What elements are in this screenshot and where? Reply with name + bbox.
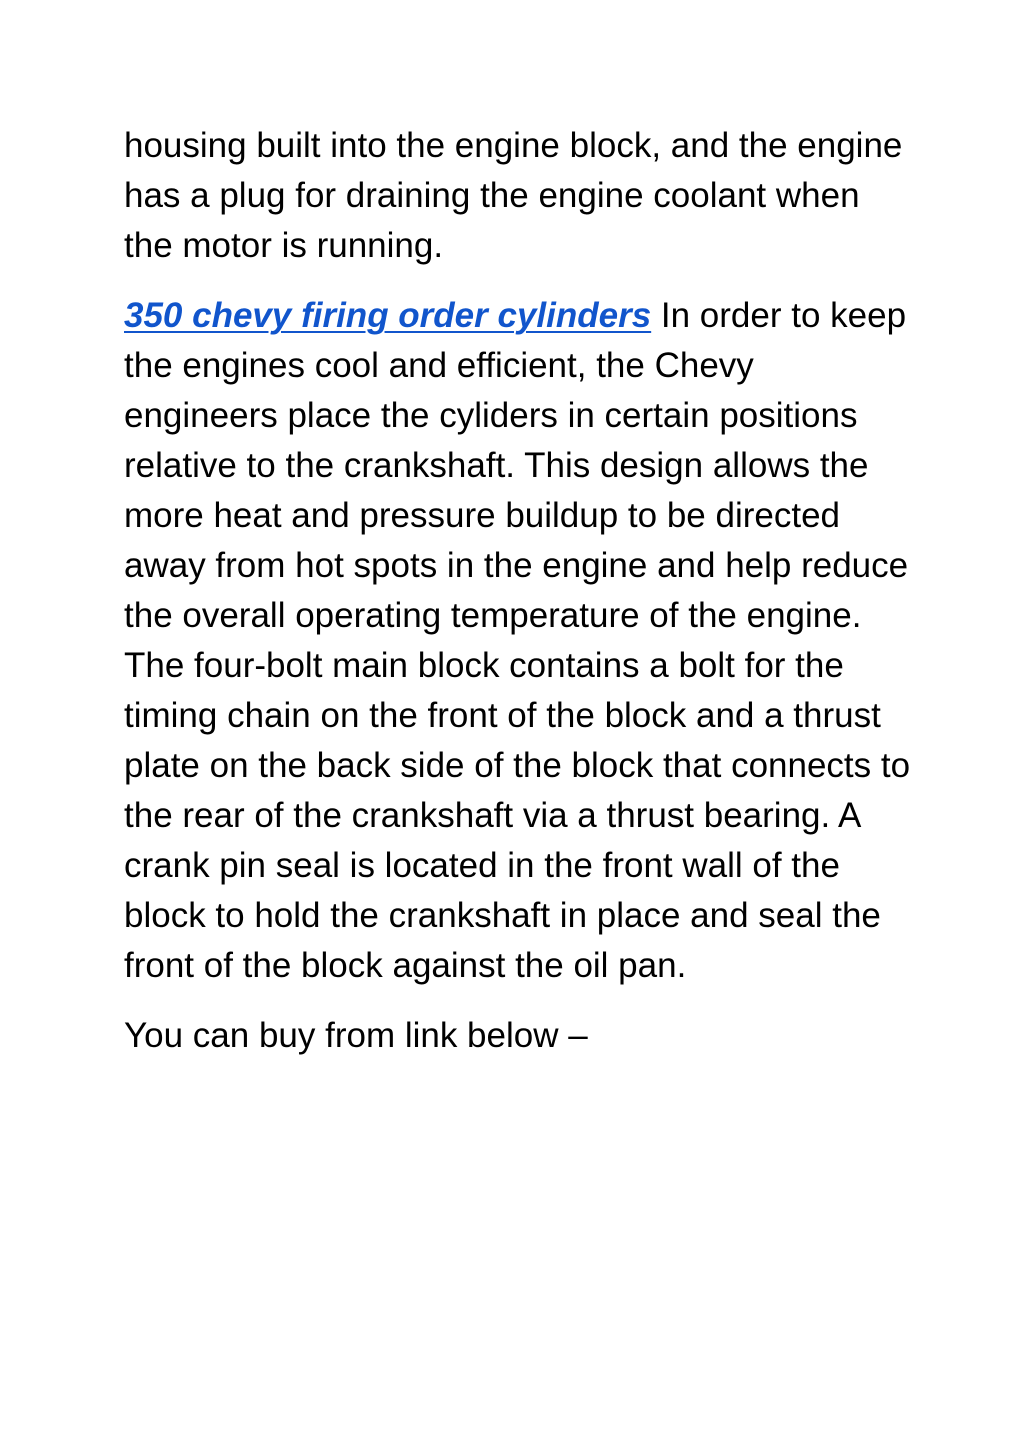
paragraph-firing-order [124,291,914,991]
paragraph-housing: housing built into the engine block, and the engine has a plug for draining the engine coolant when the motor is running. [124,126,903,265]
paragraph-firing-order-text: In order to keep the engines cool and efficient, the Chevy engineers place the cyliders in certain positions relative to the crankshaft. This design allows the more heat and pressure buildup to be directed away from hot spots in the engine and help reduce the overall operating temperature of the engine. The four-bolt main block contains a bolt for the timing chain on the front of the block and a thrust plate on the back side of the block that connects to the rear of the crankshaft via a thrust bearing. A crank pin seal is located in the front wall of the block to hold the crankshaft in place and seal the front of the block against the oil pan. [124,296,911,985]
paragraph-buy-link: You can buy from link below – [124,1016,588,1055]
firing-order-link[interactable]: 350 chevy firing order cylinders [124,296,652,335]
document-body [124,121,914,1081]
